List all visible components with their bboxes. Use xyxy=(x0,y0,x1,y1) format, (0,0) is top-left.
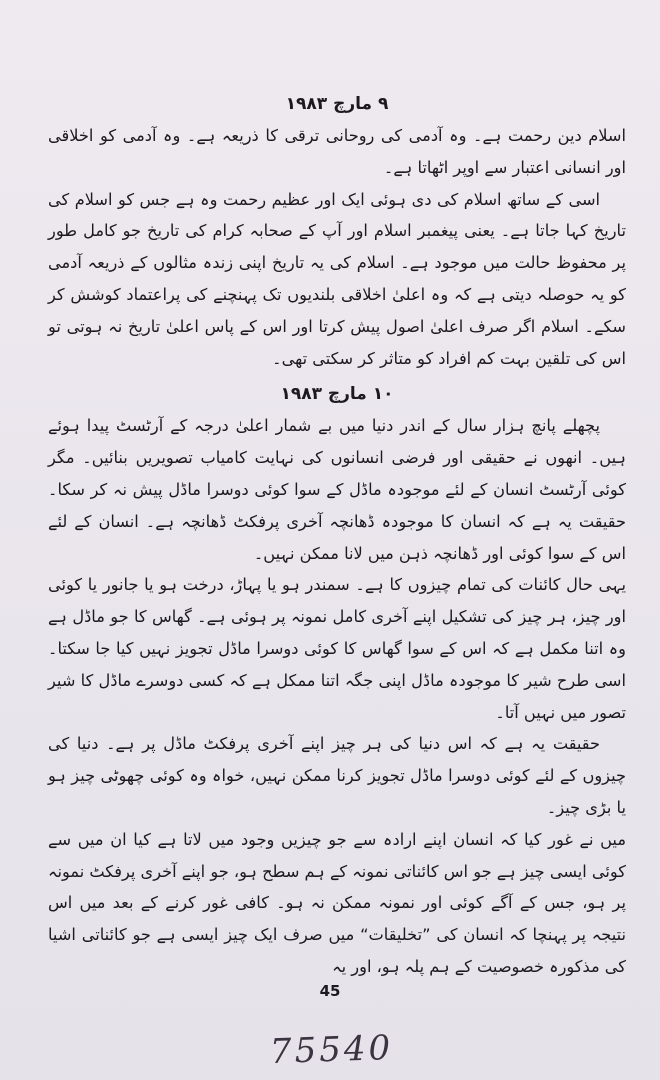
page-number: 45 xyxy=(319,982,341,1000)
date-heading-1: ۹ مارچ ۱۹۸۳ xyxy=(285,94,389,114)
paragraph-3: پچھلے پانچ ہزار سال کے اندر دنیا میں بے شمار اعلیٰ درجہ کے آرٹسٹ پیدا ہوئے ہیں۔ انھوں نے حقیقی اور فرضی انسانوں کی نہایت کامیاب تصویریں بنائیں۔ مگر کوئی آرٹسٹ انسان کے لئے موجودہ ماڈل کے سوا کوئی دوسرا ماڈل پیش نہ کر سکا۔ حقیقت یہ ہے کہ انسان کا موجودہ ڈھانچہ آخری پرفکٹ ڈھانچہ ہے۔ انسان کے لئے اس کے سوا کوئی اور ڈھانچہ ذہن میں لانا ممکن نہیں۔ xyxy=(48,416,626,563)
paragraph-1: اسلام دین رحمت ہے۔ وہ آدمی کی روحانی ترقی کا ذریعہ ہے۔ وہ آدمی کو اخلاقی اور انسانی اعتبار سے اوپر اٹھاتا ہے۔ xyxy=(48,126,626,177)
handwritten-catalog-number: 75540 xyxy=(269,1027,394,1073)
paragraph-2: اسی کے ساتھ اسلام کی دی ہوئی ایک اور عظیم رحمت وہ ہے جس کو اسلام کی تاریخ کہا جاتا ہے۔ یعنی پیغمبر اسلام اور آپ کے صحابہ کرام کی تاریخ جو کامل طور پر محفوظ حالت میں موجود ہے۔ اسلام کی یہ تاریخ اپنی زندہ مثالوں کے ذریعہ آدمی کو یہ حوصلہ دیتی ہے کہ وہ اعلیٰ اخلاقی بلندیوں تک پہنچنے کی پراعتماد کوشش کر سکے۔ اسلام اگر صرف اعلیٰ اصول پیش کرتا اور اس کے پاس اعلیٰ تاریخ نہ ہوتی تو اس کی تلقین بہت کم افراد کو متاثر کر سکتی تھی۔ xyxy=(48,189,626,368)
page-text-block xyxy=(48,90,626,983)
paragraph-4: یہی حال کائنات کی تمام چیزوں کا ہے۔ سمندر ہو یا پہاڑ، درخت ہو یا جانور یا کوئی اور چیز، ہر چیز کی تشکیل اپنے آخری کامل نمونہ پر ہوئی ہے۔ گھاس کا جو ماڈل ہے وہ اتنا مکمل ہے کہ اس کے سوا گھاس کا کوئی دوسرا ماڈل تجویز نہیں کیا جا سکتا۔ اسی طرح شیر کا موجودہ ماڈل اپنی جگہ اتنا ممکل ہے کہ کسی دوسرے ماڈل کا شیر تصور میں نہیں آتا۔ xyxy=(48,575,626,722)
paragraph-5: حقیقت یہ ہے کہ اس دنیا کی ہر چیز اپنے آخری پرفکٹ ماڈل پر ہے۔ دنیا کی چیزوں کے لئے کوئی دوسرا ماڈل تجویز کرنا ممکن نہیں، خواہ وہ کوئی چھوٹی چیز ہو یا بڑی چیز۔ xyxy=(48,734,626,817)
date-heading-2: ۱۰ مارچ ۱۹۸۳ xyxy=(280,384,394,405)
paragraph-6: میں نے غور کیا کہ انسان اپنے ارادہ سے جو چیزیں وجود میں لاتا ہے کیا ان میں سے کوئی ایسی چیز ہے جو اس کائناتی نمونہ کے ہم سطح ہو، جو اپنے آخری پرفکٹ نمونہ پر ہو، جس کے آگے کوئی اور نمونہ ممکن نہ ہو۔ کافی غور کرنے کے بعد میں اس نتیجہ پر پہنچا کہ انسان کی ”تخلیقات“ میں صرف ایک چیز ایسی ہے جو کائناتی اشیا کی مذکورہ خصوصیت کے ہم پلہ ہو، اور یہ xyxy=(48,829,626,976)
